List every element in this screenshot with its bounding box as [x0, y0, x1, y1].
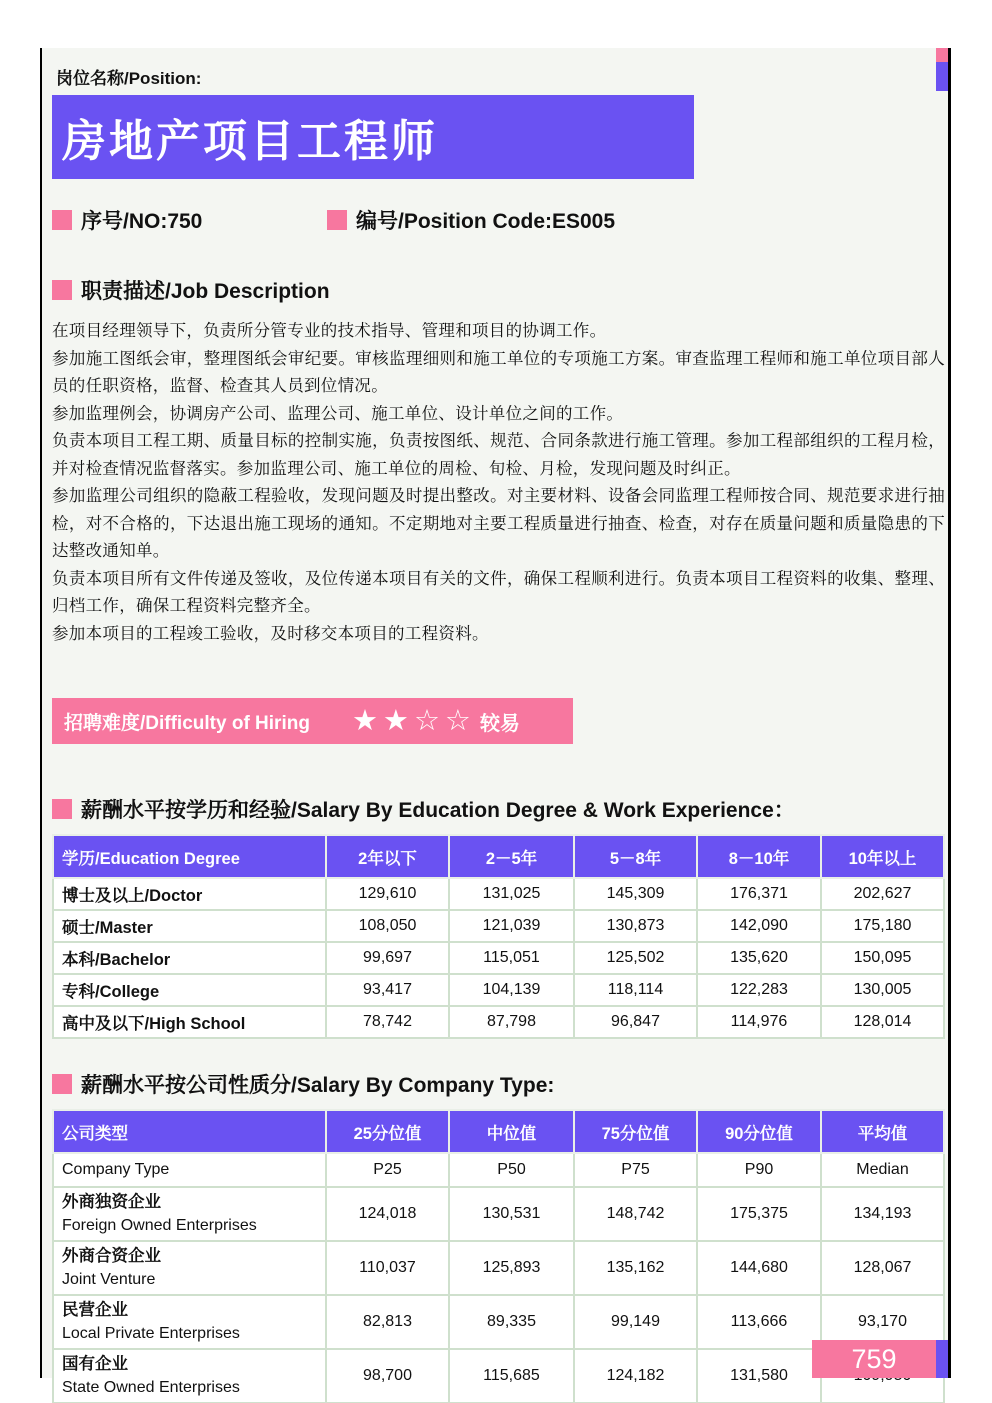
job-description-paragraph: 参加施工图纸会审，整理图纸会审纪要。审核监理细则和施工单位的专项施工方案。审查监理工程师和施工单位项目部人员的任职资格，监督、检查其人员到位情况。 [52, 349, 945, 395]
job-description-paragraph: 参加本项目的工程竣工验收，及时移交本项目的工程资料。 [52, 624, 489, 643]
difficulty-label: 招聘难度/Difficulty of Hiring [64, 712, 310, 734]
salary-value: 130,873 [574, 910, 697, 942]
salary-value: 110,037 [326, 1241, 449, 1295]
position-field-label: 岗位名称/Position: [56, 69, 202, 88]
table-row [53, 1006, 944, 1038]
company-type-en: Foreign Owned Enterprises [62, 1217, 257, 1234]
percentile-label: P25 [326, 1153, 449, 1187]
salary-value: 175,375 [697, 1187, 821, 1241]
corner-accent [936, 48, 948, 91]
table-row [53, 1349, 944, 1403]
job-description-paragraph: 参加监理公司组织的隐蔽工程验收，发现问题及时提出整改。对主要材料、设备会同监理工程师按合同、规范要求进行抽检，对不合格的，下达退出施工现场的通知。不定期地对主要工程质量进行抽查、检查，对存在质量问题和质量隐患的下达整改通知单。 [52, 487, 945, 560]
table-row [53, 910, 944, 942]
table-row [53, 1295, 944, 1349]
salary-value: 130,531 [449, 1187, 574, 1241]
salary-value: 128,067 [821, 1241, 944, 1295]
job-description-paragraph: 负责本项目工程工期、质量目标的控制实施，负责按图纸、规范、合同条款进行施工管理。参加工程部组织的工程月检，并对检查情况监督落实。参加监理公司、施工单位的周检、旬检、月检，发现问题及时纠正。 [52, 432, 945, 478]
difficulty-banner [52, 698, 573, 744]
salary-value: 142,090 [697, 910, 821, 942]
serial-number-label: 序号/NO:750 [81, 210, 203, 233]
bullet-square-icon [52, 1074, 72, 1094]
bullet-square-icon [52, 280, 72, 300]
salary-value: 176,371 [697, 878, 821, 910]
difficulty-stars [351, 704, 476, 737]
column-header: 学历/Education Degree [53, 835, 326, 878]
salary-value: 115,685 [449, 1349, 574, 1403]
salary-value: 131,580 [697, 1349, 821, 1403]
salary-value: 128,014 [821, 1006, 944, 1038]
table-row [53, 942, 944, 974]
percentile-label: P90 [697, 1153, 821, 1187]
row-label: 高中及以下/High School [53, 1006, 326, 1038]
bullet-square-icon [52, 799, 72, 819]
table-row [53, 878, 944, 910]
company-type-en: State Owned Enterprises [62, 1379, 240, 1396]
salary-value: 122,283 [697, 974, 821, 1006]
column-header: 2年以下 [326, 835, 449, 878]
salary-education-heading [52, 794, 938, 824]
serial-number [52, 205, 327, 235]
salary-value: 114,976 [697, 1006, 821, 1038]
position-title-banner [52, 95, 694, 179]
salary-value: 115,051 [449, 942, 574, 974]
percentile-label: P75 [574, 1153, 697, 1187]
row-label [53, 1241, 326, 1295]
column-header: 公司类型 [53, 1110, 326, 1153]
job-description-heading-text: 职责描述/Job Description [81, 280, 330, 303]
salary-value: 82,813 [326, 1295, 449, 1349]
position-title: 房地产项目工程师 [62, 117, 438, 166]
salary-value: 93,417 [326, 974, 449, 1006]
bullet-square-icon [52, 210, 72, 230]
column-header: 平均值 [821, 1110, 944, 1153]
company-type-en: Local Private Enterprises [62, 1325, 240, 1342]
salary-value: 125,502 [574, 942, 697, 974]
column-header: 90分位值 [697, 1110, 821, 1153]
salary-value: 131,025 [449, 878, 574, 910]
row-label [53, 1295, 326, 1349]
salary-value: 118,114 [574, 974, 697, 1006]
column-header: 75分位值 [574, 1110, 697, 1153]
column-header: 中位值 [449, 1110, 574, 1153]
position-code [327, 205, 615, 235]
salary-value: 144,680 [697, 1241, 821, 1295]
job-description-body [52, 318, 945, 648]
bullet-square-icon [327, 210, 347, 230]
salary-value: 99,149 [574, 1295, 697, 1349]
salary-value: 135,162 [574, 1241, 697, 1295]
column-header: 8－10年 [697, 835, 821, 878]
row-label [53, 1187, 326, 1241]
salary-by-education-table [52, 834, 945, 1039]
salary-value: 98,700 [326, 1349, 449, 1403]
content-sheet [40, 48, 951, 1396]
salary-value: 96,847 [574, 1006, 697, 1038]
row-label: Company Type [53, 1153, 326, 1187]
job-description-paragraph: 参加监理例会，协调房产公司、监理公司、施工单位、设计单位之间的工作。 [52, 404, 624, 423]
corner-accent-purple [936, 62, 948, 91]
column-header: 2－5年 [449, 835, 574, 878]
column-header: 5－8年 [574, 835, 697, 878]
row-label: 专科/College [53, 974, 326, 1006]
percentile-label: P50 [449, 1153, 574, 1187]
salary-value: 93,170 [821, 1295, 944, 1349]
job-description-heading [52, 275, 938, 305]
table-row [53, 1187, 944, 1241]
column-header: 25分位值 [326, 1110, 449, 1153]
table-row [53, 1241, 944, 1295]
table-header-row [53, 1110, 944, 1153]
salary-value: 113,666 [697, 1295, 821, 1349]
star-empty-icon: ☆☆ [413, 704, 476, 737]
percentile-label: Median [821, 1153, 944, 1187]
salary-value: 99,697 [326, 942, 449, 974]
salary-value: 202,627 [821, 878, 944, 910]
column-header: 10年以上 [821, 835, 944, 878]
page-number-accent [936, 1340, 948, 1378]
company-type-zh: 民营企业 [62, 1301, 128, 1319]
table-subheader-row [53, 1153, 944, 1187]
salary-value: 89,335 [449, 1295, 574, 1349]
page-number: 759 [812, 1340, 936, 1378]
salary-value: 150,095 [821, 942, 944, 974]
row-label: 博士及以上/Doctor [53, 878, 326, 910]
company-type-zh: 外商独资企业 [62, 1193, 161, 1211]
table-header-row [53, 835, 944, 878]
company-type-zh: 国有企业 [62, 1355, 128, 1373]
salary-value: 124,182 [574, 1349, 697, 1403]
salary-value: 108,050 [326, 910, 449, 942]
salary-value: 125,893 [449, 1241, 574, 1295]
salary-value: 134,193 [821, 1187, 944, 1241]
job-description-paragraph: 在项目经理领导下，负责所分管专业的技术指导、管理和项目的协调工作。 [52, 322, 607, 340]
salary-value: 104,139 [449, 974, 574, 1006]
star-filled-icon: ★★ [351, 704, 414, 737]
row-label: 硕士/Master [53, 910, 326, 942]
row-label: 本科/Bachelor [53, 942, 326, 974]
salary-value: 78,742 [326, 1006, 449, 1038]
company-type-zh: 外商合资企业 [62, 1247, 161, 1265]
salary-value: 130,005 [821, 974, 944, 1006]
job-description-paragraph: 负责本项目所有文件传递及签收，及位传递本项目有关的文件，确保工程顺利进行。负责本项目工程资料的收集、整理、归档工作，确保工程资料完整齐全。 [52, 569, 945, 615]
salary-value: 135,620 [697, 942, 821, 974]
salary-value: 121,039 [449, 910, 574, 942]
difficulty-level: 较易 [479, 712, 520, 735]
salary-value: 124,018 [326, 1187, 449, 1241]
id-row [52, 205, 938, 235]
row-label [53, 1349, 326, 1403]
salary-company-heading [52, 1069, 938, 1099]
salary-value: 148,742 [574, 1187, 697, 1241]
salary-value: 87,798 [449, 1006, 574, 1038]
salary-value: 129,610 [326, 878, 449, 910]
salary-education-heading-text: 薪酬水平按学历和经验/Salary By Education Degree & Work Experience： [81, 799, 795, 822]
salary-value: 175,180 [821, 910, 944, 942]
salary-value: 145,309 [574, 878, 697, 910]
salary-company-heading-text: 薪酬水平按公司性质分/Salary By Company Type: [81, 1074, 555, 1097]
corner-accent-pink [936, 48, 948, 62]
position-code-label: 编号/Position Code:ES005 [356, 210, 616, 233]
page-number-block [812, 1340, 948, 1378]
table-row [53, 974, 944, 1006]
company-type-en: Joint Venture [62, 1271, 156, 1288]
